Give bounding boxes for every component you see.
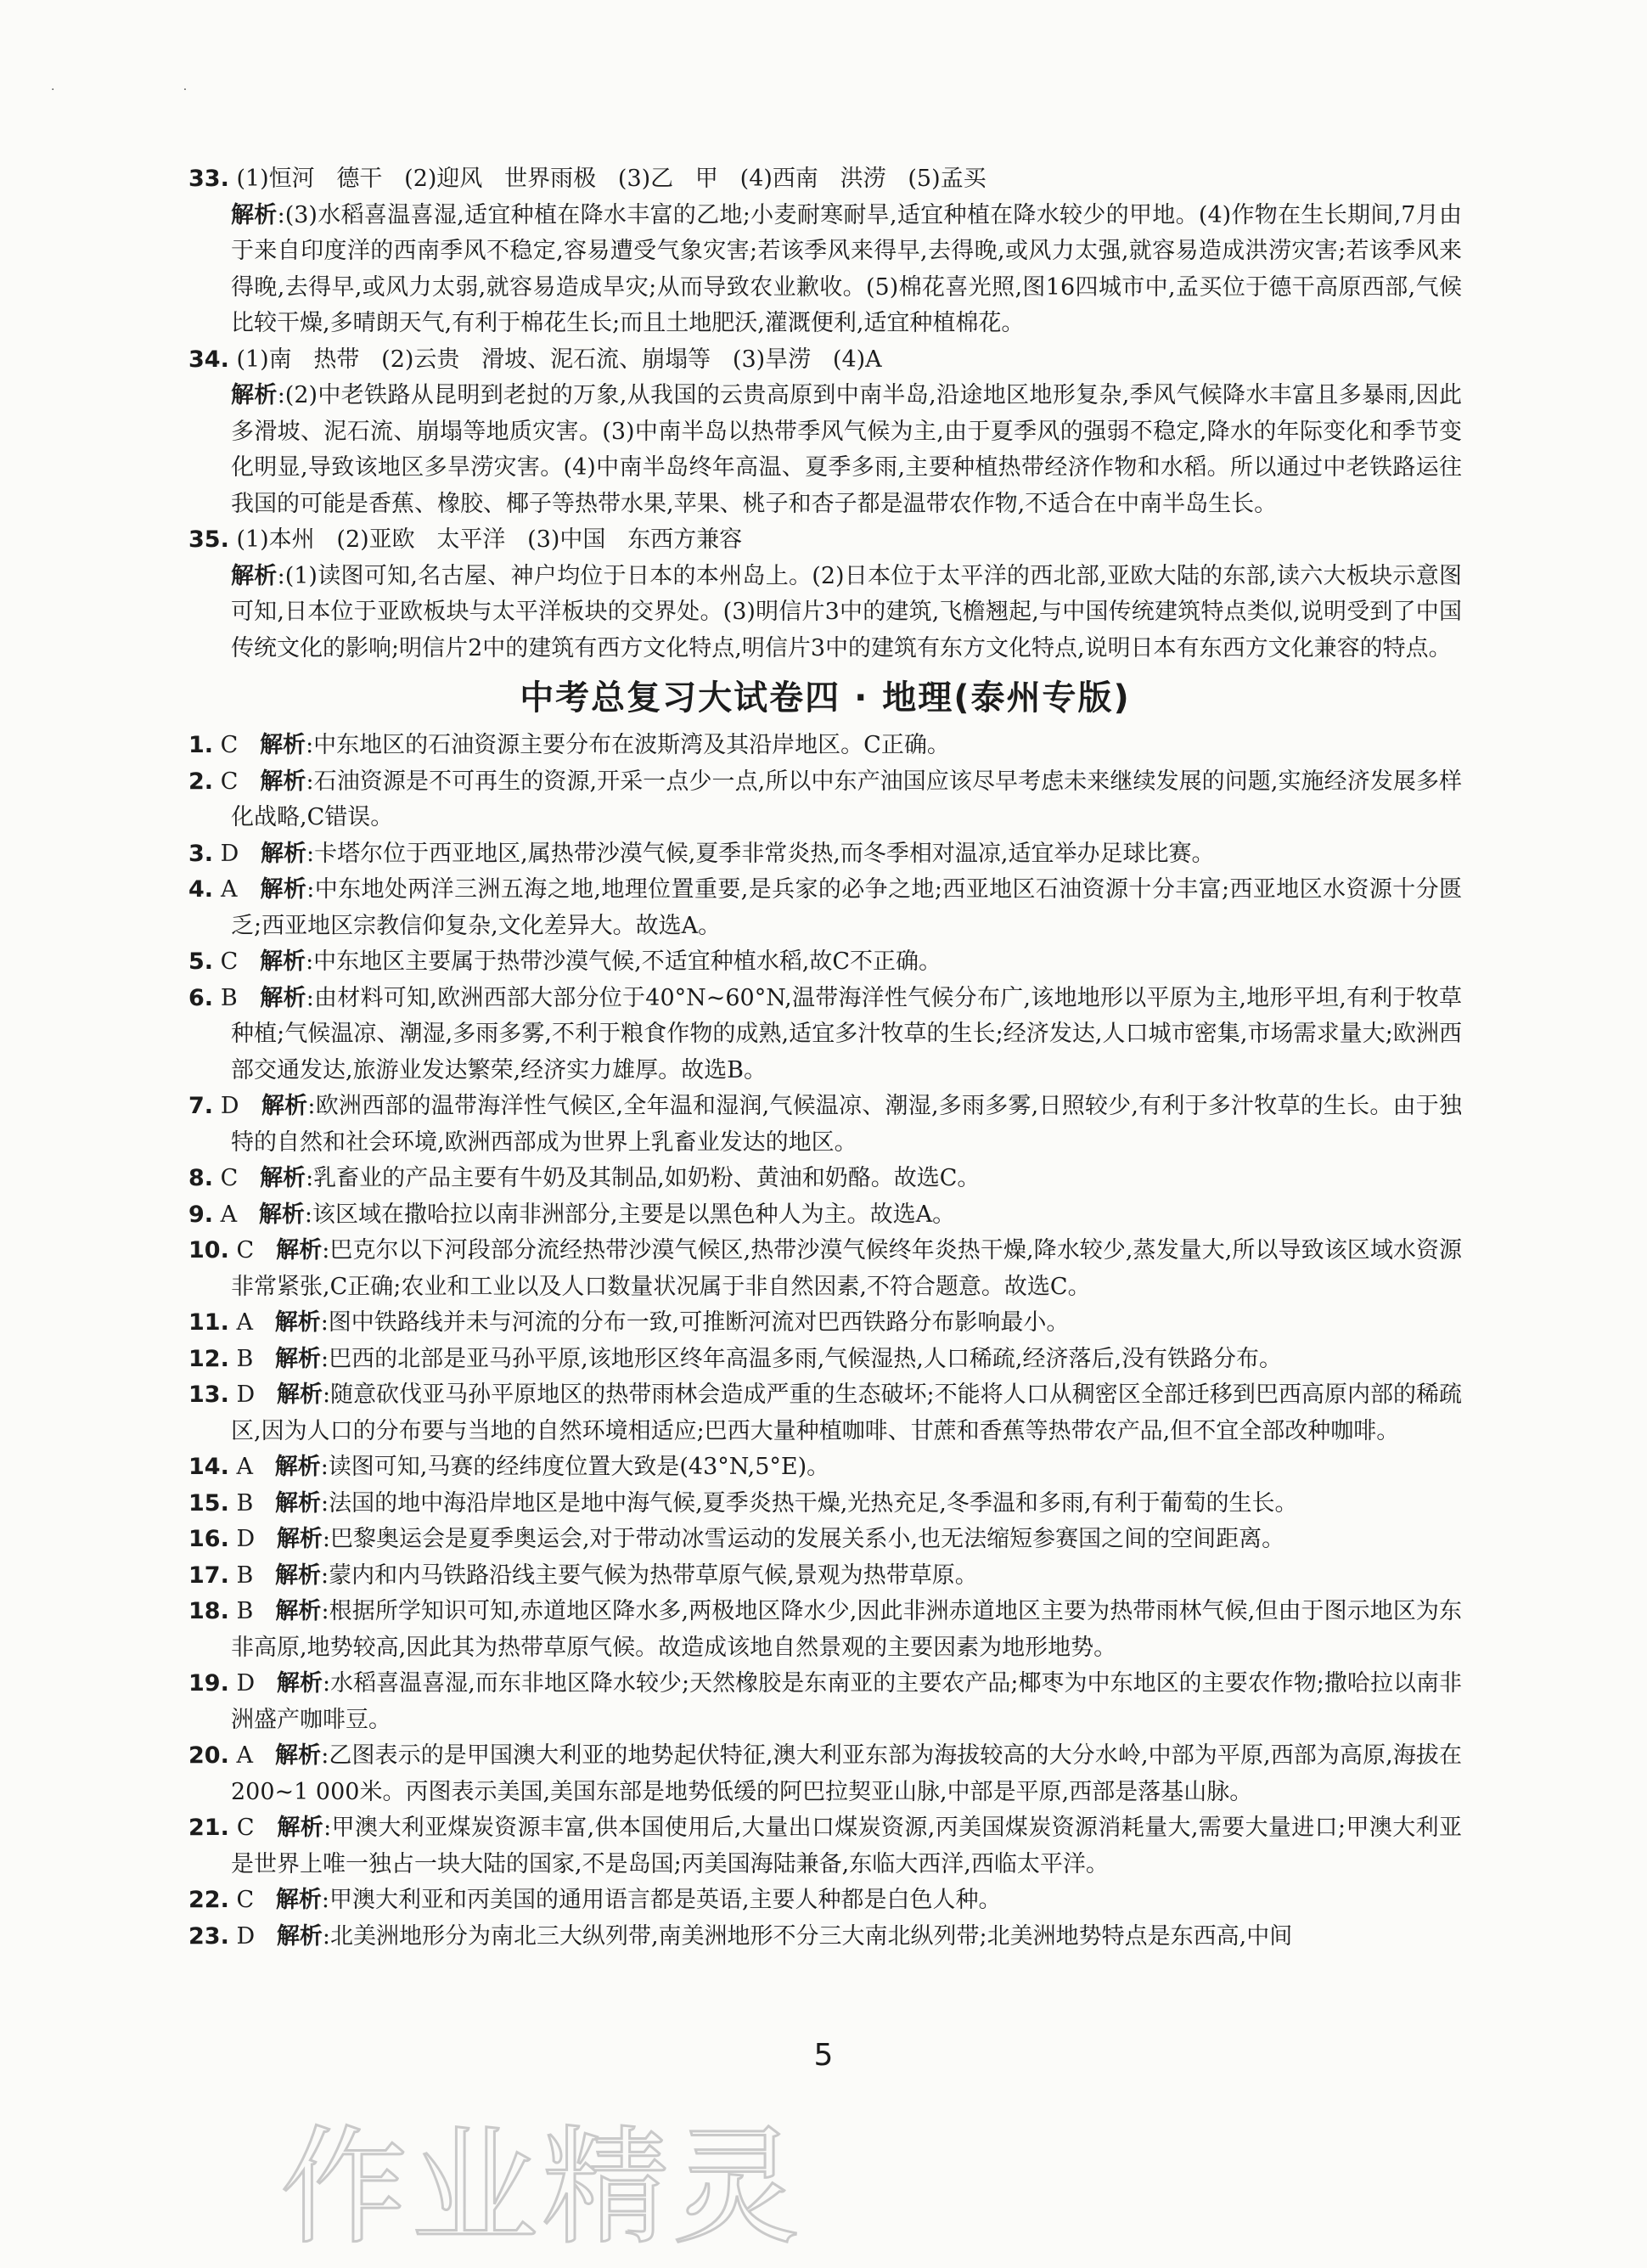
analysis-text: :随意砍伐亚马孙平原地区的热带雨林会造成严重的生态破坏;不能将人口从稠密区全部迁移到巴西高原内部的稀疏区,因为人口的分布要与当地的自然环境相适应;巴西大量种植咖啡、甘蔗和香蕉等热带农产品,但不宜全部改种咖啡。 <box>231 1382 1463 1444</box>
analysis-label: 解析 <box>275 1887 322 1913</box>
analysis-text: :(1)读图可知,名古屋、神户均位于日本的本州岛上。(2)日本位于太平洋的西北部,亚欧大陆的东部,读六大板块示意图可知,日本位于亚欧板块与太平洋板块的交界处。(3)明信片3中的建筑,飞檐翘起,与中国传统建筑特点类似,说明受到了中国传统文化的影响;明信片2中的建筑有西方文化特点,明信片3中的建筑有东方文化特点,说明日本有东西方文化兼容的特点。 <box>231 562 1462 661</box>
analysis-text: :根据所学知识可知,赤道地区降水多,两极地区降水少,因此非洲赤道地区主要为热带雨林气候,但由于图示地区为东非高原,地势较高,因此其为热带草原气候。故造成该地自然景观的主要因素为地形地势。 <box>231 1598 1462 1661</box>
analysis-label: 解析 <box>277 1815 324 1841</box>
question-number: 7. <box>188 1093 214 1119</box>
analysis-label: 解析 <box>275 1742 322 1769</box>
answer-item <box>188 1449 1462 1486</box>
analysis-text: :(2)中老铁路从昆明到老挝的万象,从我国的云贵高原到中南半岛,沿途地区地形复杂,季风气候降水丰富且多暴雨,因此多滑坡、泥石流、崩塌等地质灾害。(3)中南半岛以热带季风气候为主,由于夏季风的强弱不稳定,降水的年际变化和季节变化明显,导致该地区多旱涝灾害。(4)中南半岛终年高温、夏季多雨,主要种植热带经济作物和水稻。所以通过中老铁路运往我国的可能是香蕉、橡胶、椰子等热带水果,苹果、桃子和杏子都是温带农作物,不适合在中南半岛生长。 <box>231 382 1463 517</box>
question-number: 21. <box>188 1815 229 1841</box>
analysis-text: :甲澳大利亚煤炭资源丰富,供本国使用后,大量出口煤炭资源,丙美国煤炭资源消耗量大,需要大量进口;甲澳大利亚是世界上唯一独占一块大陆的国家,不是岛国;丙美国海陆兼备,东临大西洋,西临太平洋。 <box>231 1815 1463 1877</box>
analysis-label: 解析 <box>261 1093 308 1119</box>
page-number: 5 <box>813 2038 834 2073</box>
analysis-text: :巴黎奥运会是夏季奥运会,对于带动冰雪运动的发展关系小,也无法缩短参赛国之间的空间距离。 <box>322 1526 1285 1552</box>
answer-choice: C <box>220 768 239 795</box>
analysis-label: 解析 <box>276 1237 323 1263</box>
question-number: 14. <box>188 1454 229 1480</box>
analysis-text: :该区域在撒哈拉以南非洲部分,主要是以黑色种人为主。故选A。 <box>304 1201 956 1228</box>
answer-item <box>188 1233 1462 1305</box>
answer-choice: A <box>236 1309 253 1336</box>
analysis-label: 解析 <box>260 768 306 795</box>
analysis-text: :图中铁路线并未与河流的分布一致,可推断河流对巴西铁路分布影响最小。 <box>320 1309 1070 1336</box>
analysis-label: 解析 <box>276 1670 323 1697</box>
watermark: 作业精灵 <box>280 2114 804 2262</box>
analysis-label: 解析 <box>231 201 278 228</box>
analysis-label: 解析 <box>231 562 278 589</box>
answer-item <box>188 1089 1462 1161</box>
question-number: 5. <box>188 948 214 975</box>
analysis-label: 解析 <box>260 984 306 1011</box>
answer-item <box>188 981 1462 1089</box>
analysis-label: 解析 <box>261 840 307 867</box>
analysis-text: :中东地处两洋三洲五海之地,地理位置重要,是兵家的必争之地;西亚地区石油资源十分丰富;西亚地区水资源十分匮乏;西亚地区宗教信仰复杂,文化差异大。故选A。 <box>231 876 1462 939</box>
analysis-label: 解析 <box>276 1526 323 1552</box>
answer-item <box>188 728 1462 764</box>
answer-list-previous <box>188 161 1462 667</box>
answer-choice: A <box>220 1201 238 1228</box>
answer-item <box>188 161 1462 342</box>
answer-item <box>188 1666 1462 1738</box>
answer-item <box>188 1342 1462 1378</box>
analysis-text: :中东地区的石油资源主要分布在波斯湾及其沿岸地区。C正确。 <box>306 732 950 758</box>
answer-choice: D <box>236 1382 256 1408</box>
analysis-label: 解析 <box>260 876 307 903</box>
answer-choice: C <box>220 732 239 758</box>
analysis-label: 解析 <box>275 1562 322 1589</box>
answer-item <box>188 1558 1462 1595</box>
answer-choice: D <box>220 840 239 867</box>
answer-choice: C <box>220 1165 239 1191</box>
answer-text: (1)本州 (2)亚欧 太平洋 (3)中国 东西方兼容 <box>236 526 743 553</box>
question-number: 9. <box>188 1201 214 1228</box>
answer-item <box>188 1522 1462 1558</box>
answer-choice: B <box>236 1598 254 1624</box>
answer-choice: A <box>236 1742 254 1769</box>
analysis-text: :乳畜业的产品主要有牛奶及其制品,如奶粉、黄油和奶酪。故选C。 <box>306 1165 981 1191</box>
analysis-text: :法国的地中海沿岸地区是地中海气候,夏季炎热干燥,光热充足,冬季温和多雨,有利于葡萄的生长。 <box>321 1489 1298 1517</box>
answer-item <box>188 1594 1462 1666</box>
analysis-text: :蒙内和内马铁路沿线主要气候为热带草原气候,景观为热带草原。 <box>321 1562 978 1589</box>
analysis-label: 解析 <box>274 1309 321 1336</box>
answer-choice: D <box>220 1093 239 1119</box>
analysis-text: :甲澳大利亚和丙美国的通用语言都是英语,主要人种都是白色人种。 <box>321 1887 1002 1913</box>
question-number: 33. <box>188 166 229 192</box>
answer-item <box>188 1305 1462 1342</box>
analysis-text: :欧洲西部的温带海洋性气候区,全年温和湿润,气候温凉、潮湿,多雨多雾,日照较少,有利于多汁牧草的生长。由于独特的自然和社会环境,欧洲西部成为世界上乳畜业发达的地区。 <box>231 1093 1463 1156</box>
analysis-label: 解析 <box>276 1382 323 1408</box>
answer-item <box>188 1486 1462 1522</box>
analysis-text: :读图可知,马赛的经纬度位置大致是(43°N,5°E)。 <box>320 1454 830 1480</box>
analysis-text: :卡塔尔位于西亚地区,属热带沙漠气候,夏季非常炎热,而冬季相对温凉,适宜举办足球比赛。 <box>306 840 1215 867</box>
analysis-text: :(3)水稻喜温喜湿,适宜种植在降水丰富的乙地;小麦耐寒耐旱,适宜种植在降水较少的甲地。(4)作物在生长期间,7月由于来自印度洋的西南季风不稳定,容易遭受气象灾害;若该季风来得早,去得晚,或风力太强,就容易造成洪涝灾害;若该季风来得晚,去得早,或风力太弱,就容易造成旱灾;从而导致农业歉收。(5)棉花喜光照,图16四城市中,孟买位于德干高原西部,气候比较干燥,多晴朗天气,有利于棉花生长;而且土地肥沃,灌溉便利,适宜种植棉花。 <box>231 201 1463 336</box>
analysis-text: :石油资源是不可再生的资源,开采一点少一点,所以中东产油国应该尽早考虑未来继续发展的问题,实施经济发展多样化战略,C错误。 <box>231 768 1463 830</box>
question-number: 10. <box>188 1237 229 1263</box>
analysis-label: 解析 <box>276 1922 323 1950</box>
analysis-text: :乙图表示的是甲国澳大利亚的地势起伏特征,澳大利亚东部为海拔较高的大分水岭,中部为平原,西部为高原,海拔在200~1 000米。丙图表示美国,美国东部是地势低缓的阿巴拉契亚山脉,中部是平原,西部是落基山脉。 <box>231 1742 1462 1805</box>
answer-choice: A <box>236 1454 253 1480</box>
answer-choice: B <box>236 1562 254 1589</box>
question-number: 3. <box>188 840 214 867</box>
answer-item <box>188 872 1462 944</box>
question-number: 15. <box>188 1489 229 1517</box>
answer-item <box>188 836 1462 873</box>
answer-item <box>188 1882 1462 1919</box>
analysis-label: 解析 <box>258 1201 305 1228</box>
answer-item <box>188 1377 1462 1449</box>
answer-choice: C <box>236 1815 255 1841</box>
question-number: 22. <box>188 1887 229 1913</box>
answer-text: (1)南 热带 (2)云贵 滑坡、泥石流、崩塌等 (3)旱涝 (4)A <box>236 346 882 373</box>
analysis-label: 解析 <box>275 1489 322 1517</box>
analysis-label: 解析 <box>260 948 306 975</box>
analysis-label: 解析 <box>260 1165 306 1191</box>
question-number: 19. <box>188 1670 229 1697</box>
answer-item <box>188 522 1462 667</box>
answer-choice: C <box>220 948 239 975</box>
question-number: 23. <box>188 1922 229 1950</box>
section-title: 中考总复习大试卷四 · 地理(泰州专版) <box>520 678 1131 718</box>
analysis-label: 解析 <box>274 1454 321 1480</box>
question-number: 12. <box>188 1345 229 1372</box>
scan-specks: · · <box>51 83 188 97</box>
answer-list <box>188 728 1462 1955</box>
question-number: 34. <box>188 346 229 373</box>
answer-item <box>188 944 1462 981</box>
question-number: 11. <box>188 1309 229 1336</box>
answer-content <box>188 161 1462 1955</box>
question-number: 20. <box>188 1742 229 1769</box>
question-number: 35. <box>188 526 229 553</box>
question-number: 18. <box>188 1598 229 1624</box>
analysis-text: :巴西的北部是亚马孙平原,该地形区终年高温多雨,气候湿热,人口稀疏,经济落后,没有铁路分布。 <box>321 1345 1283 1372</box>
answer-item <box>188 1197 1462 1234</box>
question-number: 17. <box>188 1562 229 1589</box>
answer-choice: B <box>236 1489 254 1517</box>
answer-item <box>188 1161 1462 1197</box>
question-number: 2. <box>188 768 214 795</box>
question-number: 4. <box>188 876 214 903</box>
answer-choice: A <box>221 876 238 903</box>
analysis-text: :水稻喜温喜湿,而东非地区降水较少;天然橡胶是东南亚的主要农产品;椰枣为中东地区的主要农作物;撒哈拉以南非洲盛产咖啡豆。 <box>231 1670 1463 1733</box>
question-number: 1. <box>188 732 214 758</box>
question-number: 16. <box>188 1526 229 1552</box>
answer-choice: D <box>236 1670 256 1697</box>
answer-choice: B <box>236 1345 254 1372</box>
answer-choice: D <box>236 1526 256 1552</box>
analysis-label: 解析 <box>275 1598 322 1624</box>
answer-choice: B <box>220 984 238 1011</box>
analysis-label: 解析 <box>260 732 306 758</box>
question-number: 13. <box>188 1382 229 1408</box>
answer-item <box>188 764 1462 836</box>
answer-item <box>188 342 1462 523</box>
answer-choice: C <box>236 1237 255 1263</box>
answer-item <box>188 1919 1462 1956</box>
answer-text: (1)恒河 德干 (2)迎风 世界雨极 (3)乙 甲 (4)西南 洪涝 (5)孟买 <box>236 166 987 192</box>
analysis-label: 解析 <box>231 382 278 408</box>
answer-choice: C <box>236 1887 255 1913</box>
analysis-label: 解析 <box>275 1345 322 1372</box>
answer-item <box>188 1810 1462 1882</box>
answer-choice: D <box>236 1922 256 1950</box>
analysis-text: :由材料可知,欧洲西部大部分位于40°N~60°N,温带海洋性气候分布广,该地地形以平原为主,地形平坦,有利于牧草种植;气候温凉、潮湿,多雨多雾,不利于粮食作物的成熟,适宜多汁牧草的生长;经济发达,人口城市密集,市场需求量大;欧洲西部交通发达,旅游业发达繁荣,经济实力雄厚。故选B。 <box>231 984 1463 1083</box>
question-number: 6. <box>188 984 214 1011</box>
answer-item <box>188 1738 1462 1810</box>
analysis-text: :北美洲地形分为南北三大纵列带,南美洲地形不分三大南北纵列带;北美洲地势特点是东西高,中间 <box>322 1922 1293 1950</box>
question-number: 8. <box>188 1165 214 1191</box>
analysis-text: :中东地区主要属于热带沙漠气候,不适宜种植水稻,故C不正确。 <box>306 948 942 975</box>
analysis-text: :巴克尔以下河段部分流经热带沙漠气候区,热带沙漠气候终年炎热干燥,降水较少,蒸发量大,所以导致该区域水资源非常紧张,C正确;农业和工业以及人口数量状况属于非自然因素,不符合题意。故选C。 <box>231 1237 1463 1300</box>
